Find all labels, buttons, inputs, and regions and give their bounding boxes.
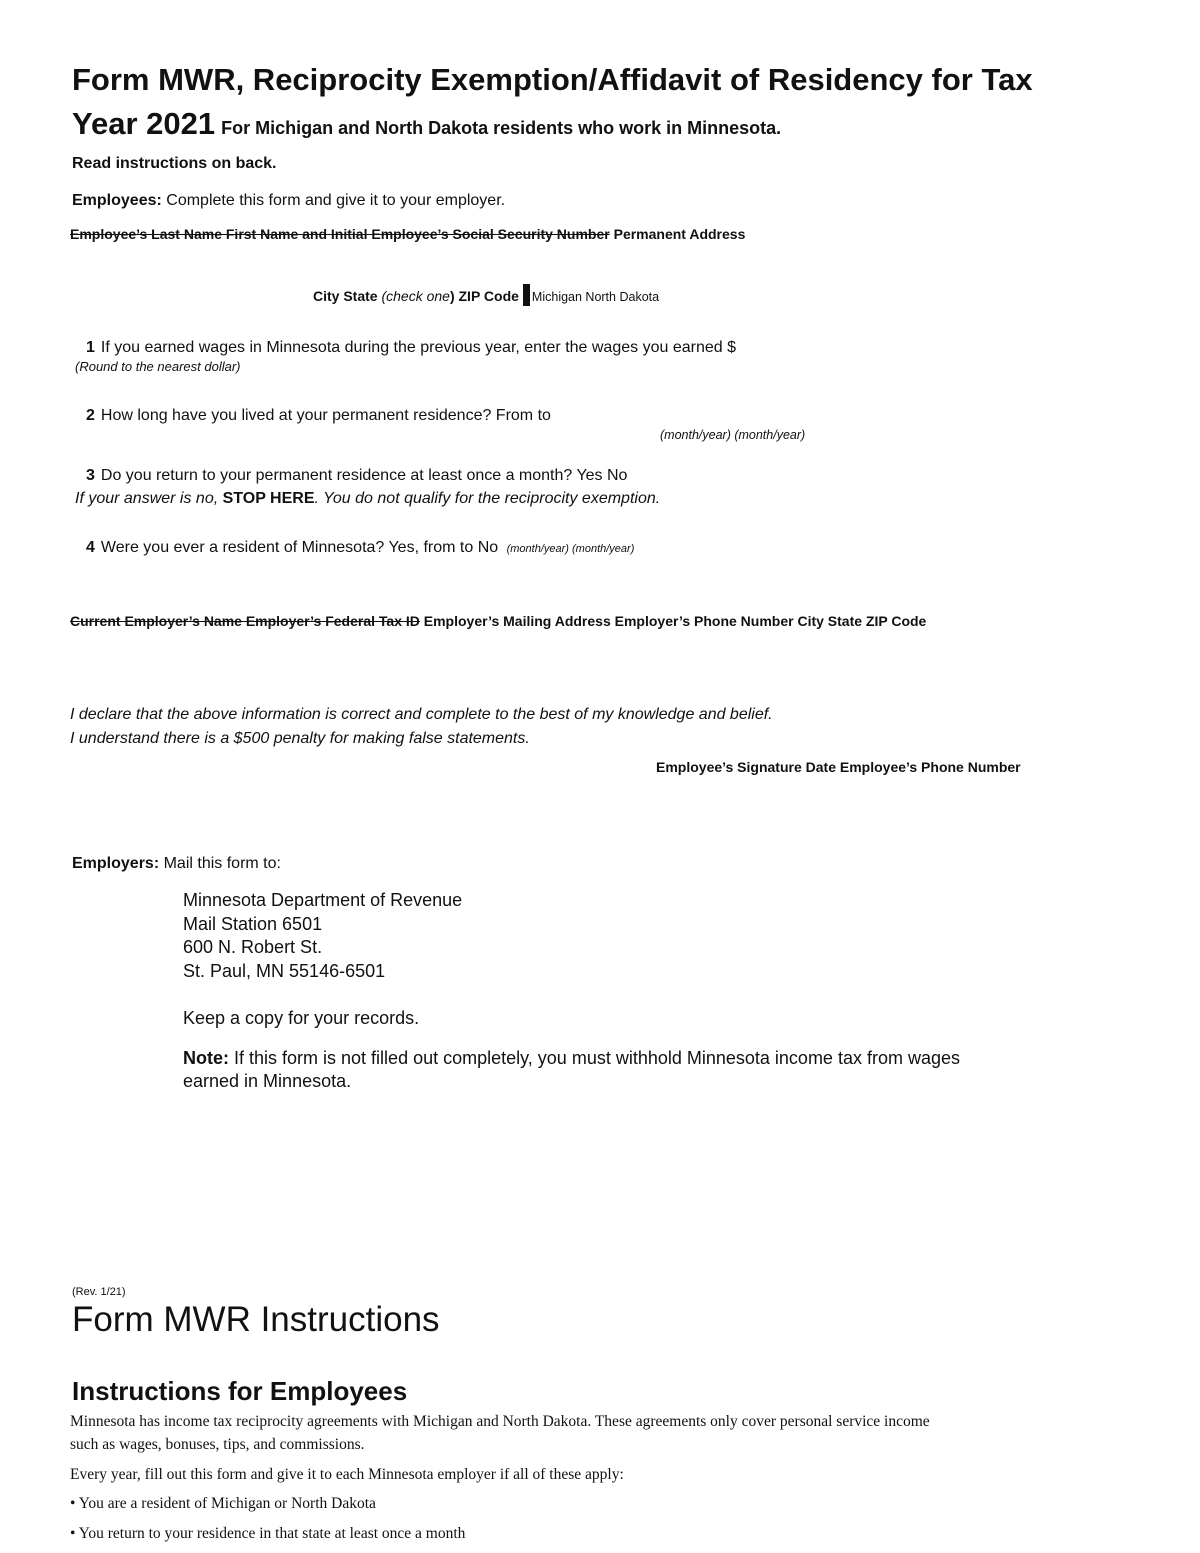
declaration-line-1: I declare that the above information is correct and complete to the best of my knowledge and belief. [70, 706, 773, 723]
employee-name-ssn-labels: Employee’s Last Name First Name and Initial Employee’s Social Security Number [70, 226, 610, 242]
address-line: Mail Station 6501 [183, 913, 323, 934]
line-3-note-pre: If your answer is no, [75, 490, 223, 507]
zip-code-label: ) ZIP Code [449, 288, 519, 304]
line-1-note: (Round to the nearest dollar) [75, 359, 241, 374]
line-4 [86, 539, 634, 557]
city-state-zip-row [313, 284, 659, 306]
line-2 [86, 407, 551, 425]
check-one-label: (check one [381, 288, 450, 304]
form-title: Form MWR, Reciprocity Exemption/Affidavit of Residency for Tax [72, 62, 1033, 97]
mailing-address [183, 889, 462, 983]
instructions-paragraph-1 [70, 1410, 1130, 1456]
note-line-1: If this form is not filled out completely, you must withhold Minnesota income tax from wages [234, 1048, 960, 1068]
paragraph-line: Minnesota has income tax reciprocity agreements with Michigan and North Dakota. These agreements only cover personal service income [70, 1413, 930, 1430]
line-2-text: How long have you lived at your permanent residence? From to [100, 407, 551, 424]
state-options[interactable]: Michigan North Dakota [531, 290, 660, 304]
signature-labels: Employee’s Signature Date Employee’s Phone Number [656, 759, 1021, 775]
form-title-line2 [72, 106, 781, 142]
employees-instruction [72, 192, 505, 210]
employees-label: Employees: [72, 192, 162, 209]
instructions-title: Form MWR Instructions [72, 1300, 440, 1339]
line-3-number: 3 [86, 467, 95, 484]
declaration-line-2: I understand there is a $500 penalty for making false statements. [70, 730, 530, 747]
revision-date: (Rev. 1/21) [72, 1286, 126, 1298]
instructions-bullet: • You are a resident of Michigan or North Dakota [70, 1495, 376, 1512]
zip-marker [523, 284, 530, 306]
address-line: Minnesota Department of Revenue [183, 890, 463, 910]
paragraph-line: such as wages, bonuses, tips, and commissions. [70, 1436, 365, 1453]
city-state-label: City State [313, 288, 378, 304]
line-3-text: Do you return to your permanent residence at least once a month? Yes No [100, 467, 628, 484]
instructions-paragraph-2: Every year, fill out this form and give it to each Minnesota employer if all of these apply: [70, 1466, 624, 1483]
instructions-subtitle: Instructions for Employees [72, 1376, 408, 1406]
line-4-number: 4 [86, 539, 95, 556]
line-3-note [75, 490, 660, 508]
form-subtitle: For Michigan and North Dakota residents who work in Minnesota. [221, 118, 782, 138]
employer-address-labels: Employer’s Mailing Address Employer’s Phone Number City State ZIP Code [423, 613, 927, 629]
employee-fields-row [70, 226, 745, 242]
stop-here: STOP HERE [222, 490, 315, 507]
line-4-text: Were you ever a resident of Minnesota? Yes, from to No [100, 539, 499, 556]
line-1-number: 1 [86, 339, 95, 356]
permanent-address-label: Permanent Address [613, 226, 746, 242]
line-2-note: (month/year) (month/year) [660, 428, 806, 442]
line-1 [86, 339, 736, 357]
employers-instruction [72, 855, 281, 873]
tax-year: Year 2021 [72, 106, 216, 141]
instructions-bullet: • You return to your residence in that state at least once a month [70, 1525, 466, 1542]
employers-label: Employers: [72, 855, 160, 872]
employer-note [183, 1047, 960, 1093]
employers-text: Mail this form to: [163, 855, 281, 872]
address-line: St. Paul, MN 55146-6501 [183, 960, 386, 981]
employees-text: Complete this form and give it to your employer. [166, 192, 506, 209]
keep-copy-note: Keep a copy for your records. [183, 1008, 420, 1028]
note-line-2: earned in Minnesota. [183, 1071, 352, 1091]
employer-name-taxid-labels: Current Employer’s Name Employer’s Federal Tax ID [70, 613, 420, 629]
read-instructions-note: Read instructions on back. [72, 155, 277, 172]
note-label: Note: [183, 1048, 229, 1068]
address-line: 600 N. Robert St. [183, 937, 323, 957]
line-3-note-post: . You do not qualify for the reciprocity exemption. [314, 490, 661, 507]
line-4-note: (month/year) (month/year) [506, 543, 635, 555]
line-3 [86, 467, 627, 485]
line-2-number: 2 [86, 407, 95, 424]
employer-fields-row [70, 613, 926, 629]
line-1-text: If you earned wages in Minnesota during the previous year, enter the wages you earned $ [100, 339, 736, 356]
